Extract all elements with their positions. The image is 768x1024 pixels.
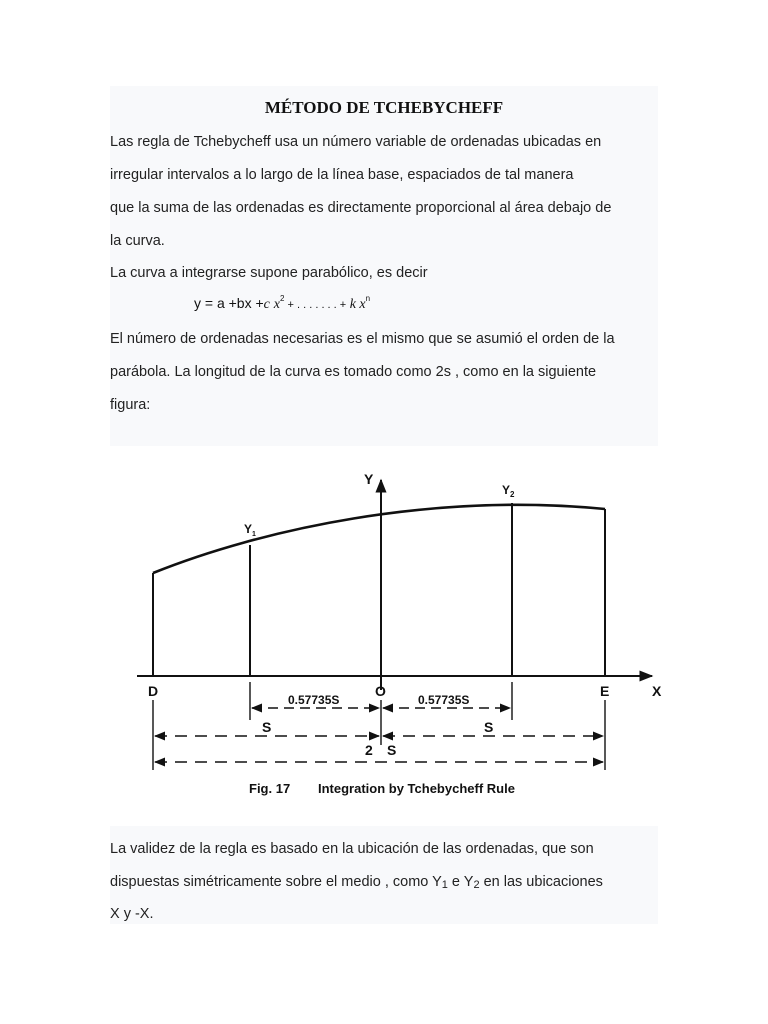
para3-line-2-sub1: 1 [441, 879, 448, 891]
page-title: MÉTODO DE TCHEBYCHEFF [264, 98, 504, 117]
intro-line-1: Las regla de Tchebycheff usa un número variable de ordenadas ubicadas en [110, 134, 602, 150]
label-y1-main: Y [244, 522, 253, 536]
label-y1 [244, 522, 256, 538]
intro-line-5: La curva a integrarse supone parabólico, es decir [110, 265, 428, 281]
label-y2 [502, 483, 515, 499]
formula-x1: x [273, 297, 280, 312]
figure-caption-number: Fig. 17 [249, 781, 291, 796]
para3-line-2-c: en las ubicaciones [479, 874, 603, 890]
label-y: Y [364, 471, 374, 487]
para2-line-3: figura: [110, 397, 151, 413]
label-dim-left: 0.57735S [288, 693, 340, 707]
label-s-left: S [262, 719, 272, 735]
intro-line-3: que la suma de las ordenadas es directamente proporcional al área debajo de [110, 200, 612, 216]
label-y2-sub: 2 [510, 490, 515, 499]
label-y2-main: Y [502, 483, 511, 497]
para2-line-2: parábola. La longitud de la curva es tomado como 2s , como en la siguiente [110, 364, 597, 380]
para3-line-2-b: e Y [447, 874, 474, 890]
parabola-formula [194, 294, 370, 313]
label-s-right: S [484, 719, 494, 735]
formula-exp2: 2 [280, 294, 285, 303]
formula-x2: x [359, 297, 366, 312]
label-two-s: S [387, 742, 397, 758]
para3-line-1: La validez de la regla es basado en la ubicación de las ordenadas, que son [110, 841, 594, 857]
para2-line-1: El número de ordenadas necesarias es el mismo que se asumió el orden de la [110, 331, 615, 347]
intro-section [110, 86, 658, 446]
label-two: 2 [365, 742, 373, 758]
label-x: X [652, 683, 662, 699]
formula-part1: y = a +bx + [194, 295, 264, 311]
para3-line-3: X y -X. [110, 906, 154, 922]
tchebycheff-figure [110, 456, 670, 806]
para3-line-2-a: dispuestas simétricamente sobre el medio , como Y [110, 874, 442, 890]
label-dim-right: 0.57735S [418, 693, 470, 707]
formula-c: c [263, 297, 270, 312]
label-d: D [148, 683, 159, 699]
para3-line-2-sub2: 2 [473, 879, 480, 891]
label-o: O [375, 683, 386, 699]
intro-line-4: la curva. [110, 233, 165, 249]
formula-dots: + . . . . . . . + [284, 299, 347, 311]
formula-k: k [346, 297, 360, 312]
intro-line-2: irregular intervalos a lo largo de la línea base, espaciados de tal manera [110, 167, 574, 183]
formula-expn: n [365, 294, 371, 303]
closing-section [110, 826, 658, 924]
figure-caption-text: Integration by Tchebycheff Rule [318, 781, 515, 796]
label-e: E [600, 683, 610, 699]
parabola-curve [153, 505, 605, 573]
label-y1-sub: 1 [252, 531, 256, 538]
para3-line-2 [110, 874, 603, 891]
